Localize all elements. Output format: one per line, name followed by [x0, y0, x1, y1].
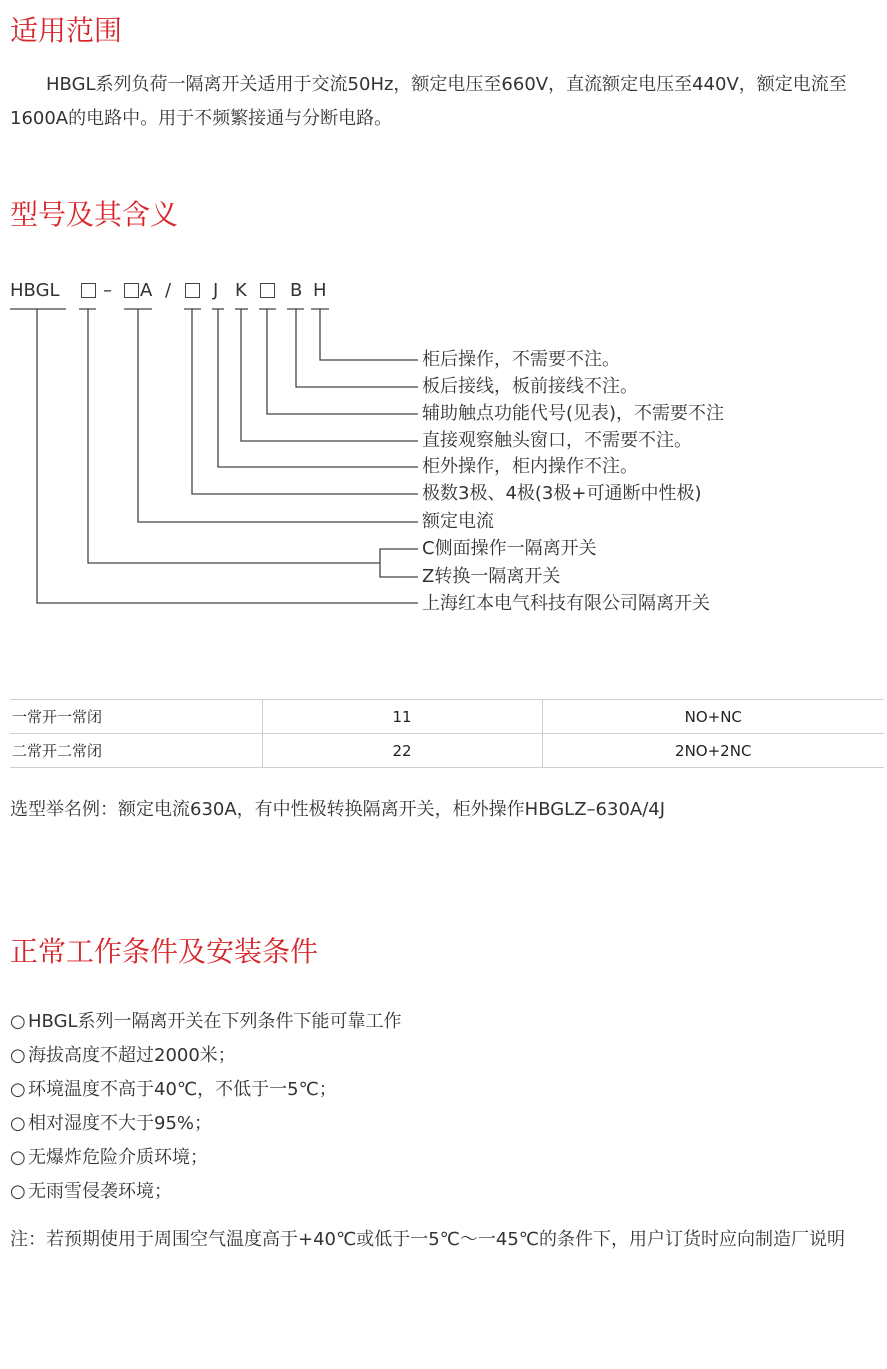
meaning-item: 柜外操作，柜内操作不注。 [422, 456, 638, 477]
conditions-note: 注：若预期使用于周围空气温度高于+40℃或低于一5℃～一45℃的条件下，用户订货时应向制造厂说明 [10, 1229, 845, 1250]
list-item-text: 无爆炸危险介质环境； [28, 1147, 208, 1168]
table-row [10, 734, 884, 768]
list-item-text: 无雨雪侵袭环境； [28, 1181, 172, 1202]
code-box-type [81, 283, 96, 298]
list-item [10, 1010, 402, 1034]
list-item [10, 1146, 208, 1170]
table-cell: 22 [262, 734, 542, 768]
list-item [10, 1112, 212, 1136]
code-k: K [235, 280, 247, 301]
code-box-aux [260, 283, 275, 298]
circle-bullet-icon: ○ [10, 1011, 26, 1032]
code-prefix: HBGL [10, 280, 60, 301]
code-box-poles [185, 283, 200, 298]
circle-bullet-icon: ○ [10, 1181, 26, 1202]
list-item [10, 1180, 172, 1204]
table-cell: 11 [262, 700, 542, 734]
table-cell: 2NO+2NC [542, 734, 884, 768]
code-box-current [124, 283, 139, 298]
table-row [10, 700, 884, 734]
selection-example: 选型举名例：额定电流630A，有中性极转换隔离开关，柜外操作HBGLZ–630A/4J [10, 799, 666, 820]
scope-paragraph: HBGL系列负荷一隔离开关适用于交流50Hz，额定电压至660V，直流额定电压至440V，额定电流至1600A的电路中。用于不频繁接通与分断电路。 [10, 74, 847, 129]
circle-bullet-icon: ○ [10, 1079, 26, 1100]
circle-bullet-icon: ○ [10, 1045, 26, 1066]
section-title-scope: 适用范围 [10, 14, 123, 47]
table-cell: NO+NC [542, 700, 884, 734]
list-item-text: 环境温度不高于40℃，不低于一5℃； [28, 1079, 337, 1100]
circle-bullet-icon: ○ [10, 1147, 26, 1168]
meaning-item: 柜后操作，不需要不注。 [422, 349, 620, 370]
section-title-conditions: 正常工作条件及安装条件 [10, 935, 319, 968]
aux-contact-table [10, 699, 884, 768]
meaning-item: Z转换一隔离开关 [422, 566, 561, 587]
list-item [10, 1078, 337, 1102]
meaning-item: 额定电流 [422, 511, 494, 532]
table-cell: 一常开一常闭 [10, 700, 262, 734]
meaning-item: 直接观察触头窗口，不需要不注。 [422, 430, 692, 451]
code-j: J [213, 280, 219, 301]
meaning-item: 辅助触点功能代号(见表)，不需要不注 [422, 403, 725, 424]
list-item-text: 相对湿度不大于95%； [28, 1113, 213, 1134]
meaning-item: 极数3极、4极(3极+可通断中性极) [422, 483, 702, 504]
meaning-item: 板后接线，板前接线不注。 [422, 376, 638, 397]
code-slash: / [165, 280, 172, 301]
meaning-item: 上海红本电气科技有限公司隔离开关 [422, 593, 710, 614]
meaning-item: C侧面操作一隔离开关 [422, 538, 597, 559]
code-dash: – [103, 280, 112, 301]
circle-bullet-icon: ○ [10, 1113, 26, 1134]
list-item-text: HBGL系列一隔离开关在下列条件下能可靠工作 [28, 1011, 402, 1032]
list-item [10, 1044, 236, 1068]
section-title-model: 型号及其含义 [10, 198, 179, 231]
code-a: A [140, 280, 153, 301]
code-b: B [290, 280, 303, 301]
table-cell: 二常开二常闭 [10, 734, 262, 768]
code-h: H [313, 280, 327, 301]
list-item-text: 海拔高度不超过2000米； [28, 1045, 236, 1066]
